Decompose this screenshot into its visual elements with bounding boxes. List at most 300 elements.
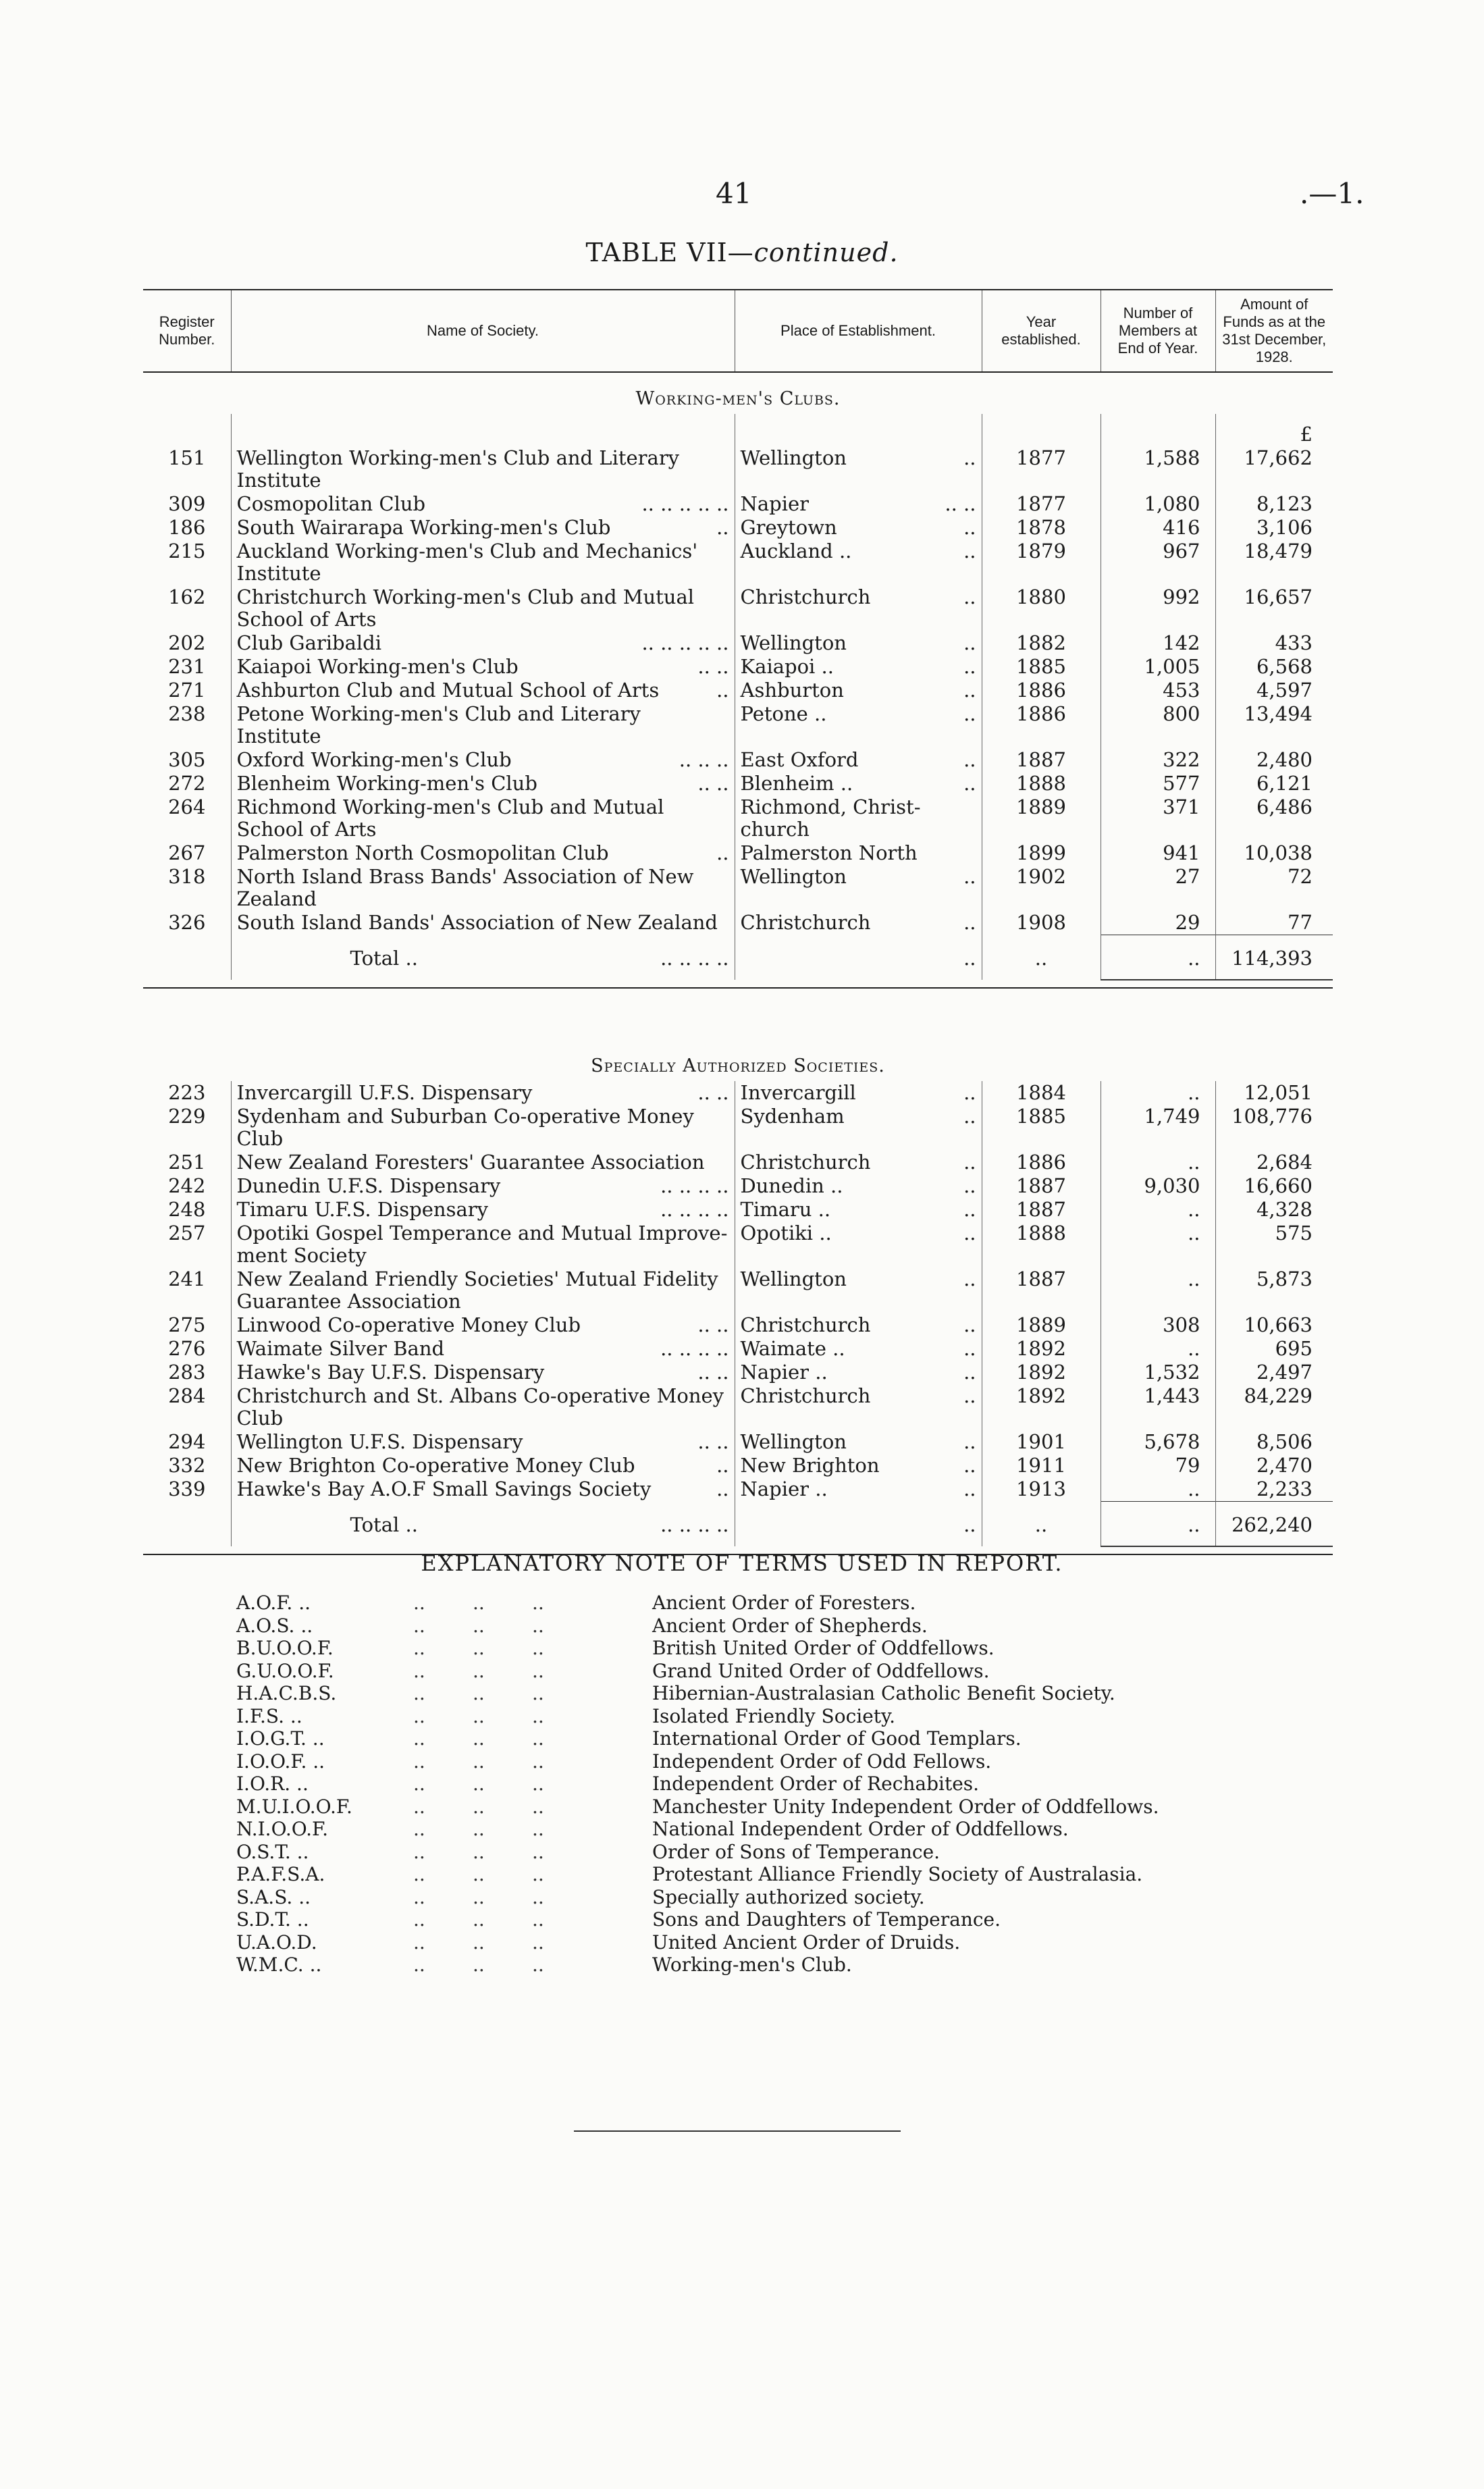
- register-number: 276: [168, 1337, 206, 1360]
- abbreviation: I.F.S. ..: [236, 1704, 302, 1727]
- society-name-text: Opotiki Gospel Temperance and Mutual Improve-ment Society: [236, 1222, 728, 1267]
- total-members: ..: [1101, 1502, 1215, 1547]
- leader-dots: ..: [532, 1614, 544, 1637]
- abbreviation-entry: [236, 1592, 1159, 1615]
- funds-amount: 10,038: [1244, 841, 1313, 864]
- abbreviation-meaning: Independent Order of Rechabites.: [652, 1773, 980, 1795]
- place-leader-dots: ..: [963, 516, 976, 539]
- leader-dots: ..: [473, 1908, 485, 1931]
- abbreviation-meaning: Isolated Friendly Society.: [652, 1704, 896, 1727]
- abbreviation-leader-dots: [413, 1727, 652, 1750]
- society-name-text: Petone Working-men's Club and Literary Institute: [236, 702, 641, 748]
- society-name-text: South Wairarapa Working-men's Club: [236, 516, 611, 539]
- table-row: [143, 702, 1333, 748]
- leader-dots: ..: [532, 1818, 544, 1840]
- place-text: Wellington: [740, 446, 847, 469]
- funds-amount: 12,051: [1244, 1081, 1313, 1104]
- leader-dots: ..: [532, 1637, 544, 1659]
- abbreviation-meaning: National Independent Order of Oddfellows.: [652, 1818, 1069, 1840]
- register-number: 271: [168, 679, 206, 702]
- members-count: 142: [1101, 631, 1215, 655]
- year-established: 1878: [982, 516, 1101, 540]
- abbreviation-leader-dots: [413, 1705, 652, 1728]
- members-count: 1,080: [1101, 492, 1215, 516]
- society-name-text: Auckland Working-men's Club and Mechanics' Institute: [236, 540, 698, 585]
- register-number: 305: [168, 748, 206, 771]
- leader-dots: ..: [413, 1637, 425, 1659]
- abbreviation-meaning: Ancient Order of Foresters.: [652, 1592, 916, 1614]
- members-count: 941: [1101, 841, 1215, 865]
- abbreviation-leader-dots: [413, 1660, 652, 1683]
- register-number: 186: [168, 516, 206, 539]
- name-leader-dots: .. ..: [697, 1313, 729, 1336]
- society-name-text: Invercargill U.F.S. Dispensary: [236, 1081, 533, 1104]
- total-funds: 114,393: [1215, 935, 1333, 980]
- place-of-establishment: [735, 1151, 982, 1174]
- abbreviation-leader-dots: [413, 1954, 652, 1976]
- place-leader-dots: ..: [963, 631, 976, 654]
- place-of-establishment: [735, 655, 982, 679]
- section-title: Specially Authorized Societies.: [591, 1055, 885, 1076]
- year-established: 1911: [982, 1454, 1101, 1477]
- abbreviation-leader-dots: [413, 1615, 652, 1638]
- leader-dots: ..: [532, 1954, 544, 1976]
- abbreviation-entry: [236, 1954, 1159, 1976]
- page-number: 41: [716, 177, 752, 210]
- place-text: Christchurch: [740, 1384, 871, 1407]
- register-number: 241: [168, 1267, 206, 1290]
- abbreviation-entry: [236, 1727, 1159, 1750]
- total-label-cell: [231, 1502, 735, 1547]
- table-row: [143, 911, 1333, 935]
- funds-amount: 13,494: [1244, 702, 1313, 725]
- abbreviation: G.U.O.O.F.: [236, 1659, 334, 1682]
- members-count: 967: [1101, 540, 1215, 585]
- table-row: [143, 748, 1333, 772]
- members-count: ..: [1101, 1337, 1215, 1361]
- society-name-text: Christchurch Working-men's Club and Mutual School of Arts: [236, 585, 695, 631]
- year-established: 1886: [982, 679, 1101, 702]
- table-row: [143, 1198, 1333, 1222]
- year-established: 1899: [982, 841, 1101, 865]
- leader-dots: ..: [413, 1773, 425, 1795]
- table-row: [143, 446, 1333, 492]
- society-name: [231, 655, 735, 679]
- leader-dots: ..: [473, 1704, 485, 1727]
- society-name-text: Ashburton Club and Mutual School of Arts: [236, 679, 660, 702]
- place-of-establishment: [735, 748, 982, 772]
- table-row: [143, 1081, 1333, 1105]
- section-end-rule: [143, 980, 1333, 988]
- funds-unit: £: [1300, 423, 1313, 446]
- leader-dots: ..: [473, 1682, 485, 1704]
- society-name-text: North Island Brass Bands' Association of New Zealand: [236, 865, 694, 910]
- document-reference: .—1.: [1300, 177, 1364, 210]
- leader-dots: ..: [532, 1908, 544, 1931]
- leader-dots: ..: [473, 1840, 485, 1863]
- society-name: [231, 1222, 735, 1267]
- members-count: 371: [1101, 795, 1215, 841]
- leader-dots: ..: [413, 1908, 425, 1931]
- leader-dots: ..: [413, 1885, 425, 1908]
- abbreviation-entry: [236, 1773, 1159, 1796]
- place-leader-dots: ..: [963, 1430, 976, 1453]
- table-row: [143, 585, 1333, 631]
- society-name: [231, 772, 735, 795]
- society-name: [231, 492, 735, 516]
- name-leader-dots: .. ..: [697, 655, 729, 678]
- abbreviation-meaning: Working-men's Club.: [652, 1954, 852, 1976]
- place-text: Ashburton: [740, 679, 844, 702]
- year-established: 1892: [982, 1337, 1101, 1361]
- register-number: 272: [168, 772, 206, 795]
- place-leader-dots: .. ..: [945, 492, 976, 515]
- place-text: Palmerston North: [740, 841, 918, 864]
- society-name-text: Hawke's Bay U.F.S. Dispensary: [236, 1361, 545, 1384]
- leader-dots: ..: [473, 1795, 485, 1818]
- register-number: 284: [168, 1384, 206, 1407]
- society-name: [231, 679, 735, 702]
- place-of-establishment: [735, 679, 982, 702]
- place-of-establishment: [735, 1361, 982, 1384]
- society-name-text: Richmond Working-men's Club and Mutual School of Arts: [236, 795, 664, 841]
- abbreviation-meaning: Order of Sons of Temperance.: [652, 1840, 940, 1863]
- place-leader-dots: ..: [963, 1222, 976, 1244]
- total-row: [143, 935, 1333, 980]
- table-row: [143, 1174, 1333, 1198]
- leader-dots: ..: [473, 1614, 485, 1637]
- society-name: [231, 1430, 735, 1454]
- table-row: [143, 1313, 1333, 1337]
- society-name-text: Oxford Working-men's Club: [236, 748, 512, 771]
- society-name-text: New Zealand Foresters' Guarantee Association: [236, 1151, 705, 1174]
- place-text: Timaru ..: [740, 1198, 831, 1221]
- society-name: [231, 1105, 735, 1151]
- place-text: Richmond, Christ-church: [740, 795, 921, 841]
- society-name: [231, 631, 735, 655]
- abbreviation: I.O.O.F. ..: [236, 1750, 325, 1773]
- col-funds: Amount of Funds as at the 31st December, 1928.: [1215, 290, 1333, 372]
- register-number: 202: [168, 631, 206, 654]
- place-of-establishment: [735, 1222, 982, 1267]
- place-text: Blenheim ..: [740, 772, 853, 795]
- abbreviation-entry: [236, 1660, 1159, 1683]
- abbreviation-entry: [236, 1705, 1159, 1728]
- place-leader-dots: ..: [963, 1361, 976, 1384]
- place-leader-dots: ..: [963, 1313, 976, 1336]
- leader-dots: ..: [473, 1931, 485, 1954]
- place-text: Wellington: [740, 1267, 847, 1290]
- name-leader-dots: .. .. .. .. ..: [641, 492, 729, 515]
- leader-dots: ..: [532, 1659, 544, 1682]
- leader-dots: ..: [413, 1795, 425, 1818]
- unit-spacer-cell: [735, 414, 982, 446]
- members-count: 5,678: [1101, 1430, 1215, 1454]
- abbreviation: A.O.S. ..: [236, 1614, 313, 1637]
- abbreviation-entry: [236, 1886, 1159, 1909]
- members-count: 27: [1101, 865, 1215, 911]
- unit-spacer-cell: [1101, 414, 1215, 446]
- place-leader-dots: ..: [963, 865, 976, 888]
- leader-dots: ..: [473, 1818, 485, 1840]
- society-name-text: Dunedin U.F.S. Dispensary: [236, 1174, 501, 1197]
- name-leader-dots: .. .. .. .. ..: [641, 631, 729, 654]
- members-count: 79: [1101, 1454, 1215, 1477]
- society-name: [231, 446, 735, 492]
- members-count: 322: [1101, 748, 1215, 772]
- leader-dots: ..: [413, 1727, 425, 1750]
- place-of-establishment: [735, 1081, 982, 1105]
- total-leader-dots: .. .. .. ..: [660, 1513, 729, 1536]
- year-established: 1877: [982, 492, 1101, 516]
- name-leader-dots: .. ..: [697, 772, 729, 795]
- col-place: Place of Establishment.: [735, 290, 982, 372]
- year-established: 1887: [982, 1198, 1101, 1222]
- table-row: [143, 1384, 1333, 1430]
- leader-dots: ..: [532, 1727, 544, 1750]
- place-of-establishment: [735, 540, 982, 585]
- funds-amount: 6,568: [1256, 655, 1313, 678]
- col-name: Name of Society.: [231, 290, 735, 372]
- society-name: [231, 911, 735, 935]
- register-number: 339: [168, 1477, 206, 1500]
- abbreviation: P.A.F.S.A.: [236, 1863, 325, 1885]
- section-end-rule-cell: [143, 980, 1333, 988]
- total-spacer: [143, 935, 231, 980]
- place-text: Napier: [740, 492, 810, 515]
- place-text: Christchurch: [740, 1313, 871, 1336]
- place-leader-dots: ..: [963, 540, 976, 562]
- members-count: ..: [1101, 1151, 1215, 1174]
- society-name: [231, 1477, 735, 1502]
- members-count: 9,030: [1101, 1174, 1215, 1198]
- place-leader-dots: ..: [963, 1337, 976, 1360]
- society-name: [231, 1151, 735, 1174]
- place-text: Petone ..: [740, 702, 827, 725]
- society-name: [231, 540, 735, 585]
- total-year: ..: [982, 1502, 1101, 1547]
- place-text: Greytown: [740, 516, 837, 539]
- table-row: [143, 841, 1333, 865]
- abbreviation-leader-dots: [413, 1637, 652, 1660]
- abbreviation-entry: [236, 1863, 1159, 1886]
- year-established: 1879: [982, 540, 1101, 585]
- funds-amount: 5,873: [1256, 1267, 1313, 1290]
- table-row: [143, 1222, 1333, 1267]
- table-row: [143, 1267, 1333, 1313]
- abbreviation-meaning: Manchester Unity Independent Order of Oddfellows.: [652, 1795, 1159, 1818]
- society-name: [231, 1384, 735, 1430]
- table-body: [143, 372, 1333, 1554]
- funds-amount: 2,497: [1256, 1361, 1313, 1384]
- society-name-text: New Brighton Co-operative Money Club: [236, 1454, 635, 1477]
- table-title-prefix: TABLE VII—: [585, 238, 754, 267]
- leader-dots: ..: [473, 1885, 485, 1908]
- section-spacer-cell: [143, 988, 1333, 1040]
- total-place: ..: [735, 935, 982, 980]
- register-number: 294: [168, 1430, 206, 1453]
- leader-dots: ..: [473, 1863, 485, 1885]
- members-count: ..: [1101, 1222, 1215, 1267]
- place-leader-dots: ..: [963, 655, 976, 678]
- explanatory-note-title: EXPLANATORY NOTE OF TERMS USED IN REPORT.: [421, 1550, 1063, 1576]
- society-name: [231, 1454, 735, 1477]
- total-leader-dots: .. .. .. ..: [660, 946, 729, 970]
- leader-dots: ..: [473, 1954, 485, 1976]
- section-title: Working-men's Clubs.: [635, 388, 841, 409]
- leader-dots: ..: [473, 1773, 485, 1795]
- society-name-text: Club Garibaldi: [236, 631, 381, 654]
- place-leader-dots: ..: [963, 1477, 976, 1500]
- register-number: 264: [168, 795, 206, 818]
- abbreviation: B.U.O.O.F.: [236, 1637, 334, 1659]
- unit-spacer-cell: [982, 414, 1101, 446]
- total-label: Total ..: [350, 946, 418, 970]
- place-text: Sydenham: [740, 1105, 845, 1128]
- funds-amount: 18,479: [1244, 540, 1313, 562]
- table-row: [143, 631, 1333, 655]
- society-name-text: Waimate Silver Band: [236, 1337, 445, 1360]
- leader-dots: ..: [473, 1637, 485, 1659]
- place-of-establishment: [735, 1267, 982, 1313]
- abbreviation: A.O.F. ..: [236, 1592, 311, 1614]
- place-text: New Brighton: [740, 1454, 880, 1477]
- society-name: [231, 1267, 735, 1313]
- members-count: ..: [1101, 1267, 1215, 1313]
- abbreviation-entry: [236, 1796, 1159, 1818]
- table-header-row: [143, 290, 1333, 372]
- register-number: 223: [168, 1081, 206, 1104]
- members-count: 1,588: [1101, 446, 1215, 492]
- members-count: ..: [1101, 1198, 1215, 1222]
- society-name-text: New Zealand Friendly Societies' Mutual Fidelity Guarantee Association: [236, 1267, 718, 1313]
- register-number: 318: [168, 865, 206, 888]
- funds-amount: 6,121: [1256, 772, 1313, 795]
- leader-dots: ..: [532, 1885, 544, 1908]
- table-row: [143, 865, 1333, 911]
- abbreviation-meaning: Hibernian-Australasian Catholic Benefit Society.: [652, 1682, 1115, 1704]
- leader-dots: ..: [532, 1795, 544, 1818]
- society-name: [231, 702, 735, 748]
- place-leader-dots: ..: [963, 1198, 976, 1221]
- place-text: Wellington: [740, 631, 847, 654]
- place-leader-dots: ..: [963, 679, 976, 702]
- section-heading: [143, 372, 1333, 414]
- section-heading: [143, 1040, 1333, 1081]
- abbreviation-leader-dots: [413, 1908, 652, 1931]
- abbreviation-leader-dots: [413, 1863, 652, 1886]
- year-established: 1877: [982, 446, 1101, 492]
- society-name: [231, 795, 735, 841]
- place-leader-dots: ..: [963, 446, 976, 469]
- leader-dots: ..: [413, 1614, 425, 1637]
- place-leader-dots: ..: [963, 1105, 976, 1128]
- register-number: 215: [168, 540, 206, 562]
- year-established: 1887: [982, 1174, 1101, 1198]
- place-leader-dots: ..: [963, 585, 976, 608]
- place-text: Kaiapoi ..: [740, 655, 834, 678]
- society-name: [231, 516, 735, 540]
- abbreviation-meaning: British United Order of Oddfellows.: [652, 1637, 995, 1659]
- funds-amount: 17,662: [1244, 446, 1313, 469]
- table-row: [143, 1454, 1333, 1477]
- members-count: 800: [1101, 702, 1215, 748]
- place-of-establishment: [735, 911, 982, 935]
- place-leader-dots: ..: [963, 1384, 976, 1407]
- register-number: 326: [168, 911, 206, 934]
- leader-dots: ..: [473, 1727, 485, 1750]
- abbreviation-leader-dots: [413, 1682, 652, 1705]
- table-row: [143, 1105, 1333, 1151]
- society-name-text: Wellington U.F.S. Dispensary: [236, 1430, 523, 1453]
- table-row: [143, 1361, 1333, 1384]
- section-heading-row: [143, 372, 1333, 414]
- funds-amount: 77: [1288, 911, 1313, 934]
- place-of-establishment: [735, 1384, 982, 1430]
- abbreviation-entry: [236, 1637, 1159, 1660]
- abbreviation-entry: [236, 1615, 1159, 1638]
- place-of-establishment: [735, 492, 982, 516]
- members-count: 453: [1101, 679, 1215, 702]
- abbreviation-leader-dots: [413, 1773, 652, 1796]
- members-count: 416: [1101, 516, 1215, 540]
- funds-amount: 84,229: [1244, 1384, 1313, 1407]
- year-established: 1908: [982, 911, 1101, 935]
- name-leader-dots: ..: [716, 679, 729, 702]
- place-leader-dots: ..: [963, 748, 976, 771]
- total-place: ..: [735, 1502, 982, 1547]
- leader-dots: ..: [413, 1682, 425, 1704]
- place-text: East Oxford: [740, 748, 859, 771]
- funds-amount: 575: [1275, 1222, 1313, 1244]
- year-established: 1889: [982, 795, 1101, 841]
- name-leader-dots: ..: [716, 516, 729, 539]
- place-leader-dots: ..: [963, 1267, 976, 1290]
- leader-dots: ..: [532, 1840, 544, 1863]
- members-count: 1,532: [1101, 1361, 1215, 1384]
- leader-dots: ..: [413, 1954, 425, 1976]
- register-number: 275: [168, 1313, 206, 1336]
- year-established: 1913: [982, 1477, 1101, 1502]
- abbreviation-entry: [236, 1908, 1159, 1931]
- abbreviation: S.A.S. ..: [236, 1885, 311, 1908]
- unit-row: [143, 414, 1333, 446]
- abbreviation-meaning: Protestant Alliance Friendly Society of Australasia.: [652, 1863, 1143, 1885]
- funds-amount: 433: [1275, 631, 1313, 654]
- funds-amount: 2,684: [1256, 1151, 1313, 1174]
- unit-spacer-cell: [231, 414, 735, 446]
- leader-dots: ..: [532, 1931, 544, 1954]
- register-number: 257: [168, 1222, 206, 1244]
- place-text: Christchurch: [740, 585, 871, 608]
- total-funds: 262,240: [1215, 1502, 1333, 1547]
- abbreviation: H.A.C.B.S.: [236, 1682, 337, 1704]
- place-leader-dots: ..: [963, 1151, 976, 1174]
- abbreviation-leader-dots: [413, 1841, 652, 1864]
- year-established: 1886: [982, 702, 1101, 748]
- funds-amount: 72: [1288, 865, 1313, 888]
- table-row: [143, 772, 1333, 795]
- place-of-establishment: [735, 1454, 982, 1477]
- society-name-text: Hawke's Bay A.O.F Small Savings Society: [236, 1477, 652, 1500]
- place-text: Christchurch: [740, 911, 871, 934]
- funds-amount: 16,657: [1244, 585, 1313, 608]
- total-label-cell: [231, 935, 735, 980]
- place-of-establishment: [735, 1198, 982, 1222]
- society-name-text: Christchurch and St. Albans Co-operative Money Club: [236, 1384, 724, 1430]
- leader-dots: ..: [532, 1704, 544, 1727]
- abbreviation-leader-dots: [413, 1818, 652, 1841]
